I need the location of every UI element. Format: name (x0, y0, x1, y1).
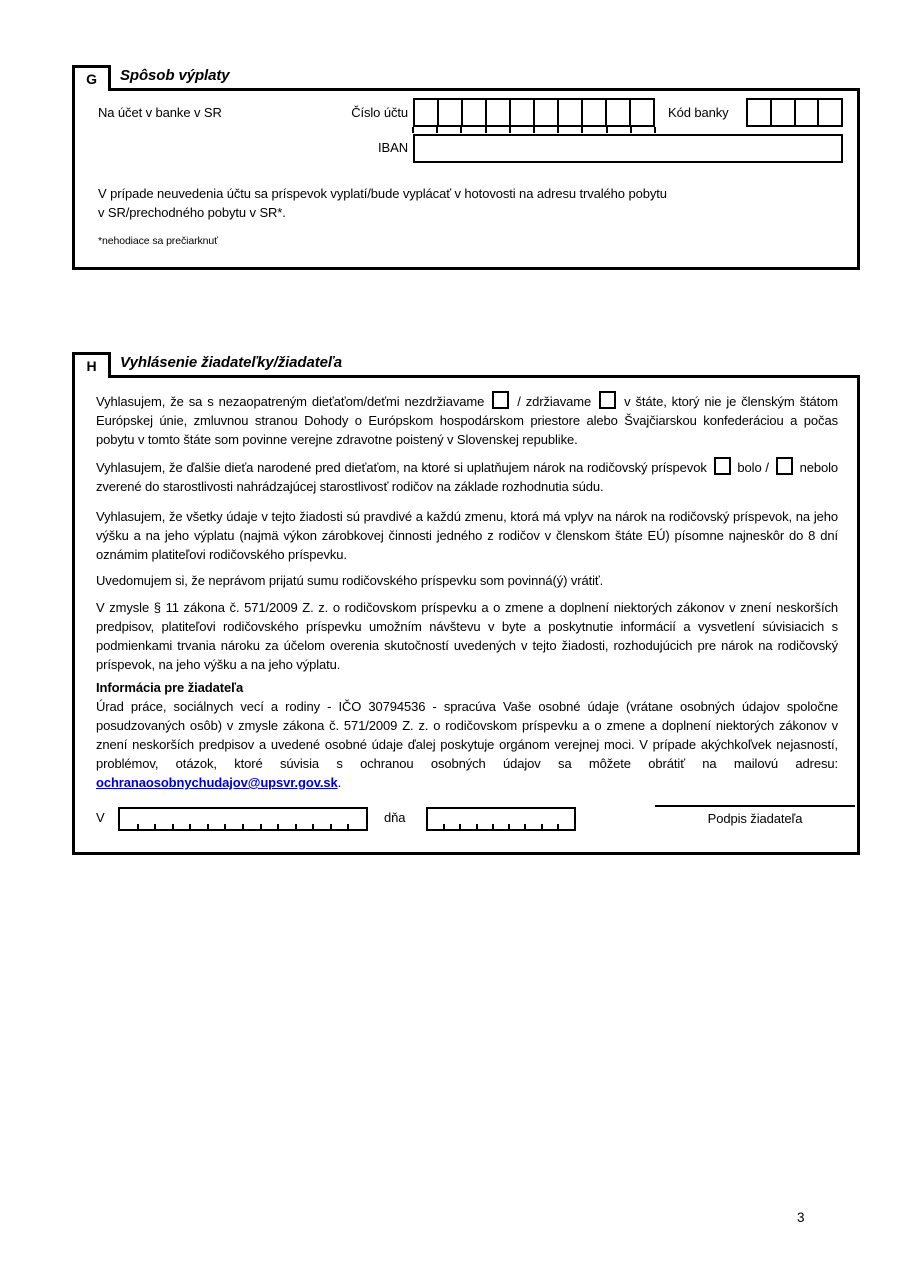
date-label: dňa (384, 810, 406, 825)
tick-mark (606, 127, 608, 133)
tick-mark (492, 824, 494, 829)
section-h-tab (72, 352, 111, 378)
account-number-cell[interactable] (461, 100, 485, 125)
tick-mark (189, 824, 191, 829)
tick-mark (485, 127, 487, 133)
declaration-2-text-b: bolo / (737, 460, 769, 475)
tick-mark (295, 824, 297, 829)
declaration-1-text-b: / zdržiavame (517, 394, 592, 409)
tick-mark (630, 127, 632, 133)
section-g (72, 65, 860, 270)
tick-mark (654, 127, 656, 133)
account-number-cell[interactable] (437, 100, 461, 125)
declaration-2-text-c: nebolo zverené do starostlivosti nahrádzajúcej starostlivosť rodičov na základe rozhodnutia súdu. (96, 460, 839, 494)
account-number-label: Číslo účtu (351, 105, 408, 120)
info-suffix: . (337, 775, 342, 790)
iban-label: IBAN (378, 140, 408, 155)
info-paragraph (96, 697, 838, 792)
declaration-3: Vyhlasujem, že všetky údaje v tejto žiadosti sú pravdivé a každú zmenu, ktorá má vplyv na nárok na rodičovský príspevok, na jeho výšku a na jeho výplatu (najmä výkon zárobkovej činnosti jedného z rodičov v členskom štáte EÚ) písomne najneskôr do 8 dní oznámim platiteľovi rodičovského príspevku. (96, 509, 838, 562)
tick-mark (330, 824, 332, 829)
signature-label: Podpis žiadateľa (707, 811, 803, 826)
section-h (72, 352, 860, 855)
signature-block (655, 805, 855, 826)
iban-field[interactable] (413, 134, 843, 163)
bank-code-cell[interactable] (748, 100, 770, 125)
bank-code-cell[interactable] (794, 100, 818, 125)
tick-mark (242, 824, 244, 829)
tick-mark (460, 127, 462, 133)
tick-mark (412, 127, 414, 133)
tick-mark (581, 127, 583, 133)
declaration-1 (96, 391, 838, 449)
account-number-cell[interactable] (415, 100, 437, 125)
account-number-cell[interactable] (557, 100, 581, 125)
tick-mark (312, 824, 314, 829)
tick-mark (277, 824, 279, 829)
cash-note (98, 184, 822, 222)
tick-mark (137, 824, 139, 829)
tick-mark (557, 824, 559, 829)
bank-code-label: Kód banky (668, 105, 729, 120)
tick-mark (459, 824, 461, 829)
cash-note-line2: v SR/prechodného pobytu v SR*. (98, 205, 286, 220)
declaration-1-text-c: v štáte, ktorý nie je členským štátom Európskej únie, zmluvnou stranou Dohody o Európskom hospodárskom priestore alebo Švajčiarskou konfederáciou a počas pobytu v tomto štáte som povinne verejne zdravotne poistený v Slovenskej republike. (96, 394, 839, 447)
section-h-letter: H (86, 358, 97, 374)
tick-mark (154, 824, 156, 829)
account-number-cell[interactable] (509, 100, 533, 125)
tick-mark (172, 824, 174, 829)
account-number-grid[interactable] (413, 98, 655, 127)
tick-mark (557, 127, 559, 133)
tick-mark (436, 127, 438, 133)
tick-mark (443, 824, 445, 829)
declaration-5: V zmysle § 11 zákona č. 571/2009 Z. z. o rodičovskom príspevku a o zmene a doplnení niektorých zákonov v znení neskorších predpisov, platiteľovi rodičovského príspevku umožním návštevu v byte a poskytnutie informácií a vysvetlení súvisiacich s podmienkami trvania nároku za účelom overenia skutočností uvedených v tejto žiadosti, rozhodujúcich pre nárok na rodičovský príspevok, na jeho výšku a na jeho výplatu. (96, 600, 838, 672)
section-g-letter: G (86, 71, 97, 87)
not-entrusted-checkbox[interactable] (776, 457, 793, 475)
info-text: Úrad práce, sociálnych vecí a rodiny - IČO 30794536 - spracúva Vaše osobné údaje (vrátane osobných údajov spoločne posudzovaných osôb) v zmysle zákona č. 571/2009 Z. z. o rodičovskom príspevku a o zmene a doplnení niektorých zákonov v znení neskorších predpisov a uvedené osobné údaje ďalej poskytuje orgánom verejnej moci. V prípade akýchkoľvek nejasností, problémov, otázok, ktoré súvisia s ochranou osobných údajov sa môžete obrátiť na mailovú adresu: (96, 699, 838, 771)
section-g-tab (72, 65, 111, 91)
bank-code-grid[interactable] (746, 98, 843, 127)
section-g-title: Spôsob výplaty (120, 67, 230, 84)
account-number-cell[interactable] (605, 100, 629, 125)
tick-mark (476, 824, 478, 829)
strike-footnote: *nehodiace sa prečiarknuť (98, 235, 218, 247)
declaration-content (96, 391, 838, 792)
place-label: V (96, 810, 105, 825)
declaration-2-text-a: Vyhlasujem, že ďalšie dieťa narodené pred dieťaťom, na ktoré si uplatňujem nárok na rodičovský príspevok (96, 460, 707, 475)
declaration-2 (96, 457, 838, 496)
privacy-email-link[interactable]: ochranaosobnychudajov@upsvr.gov.sk (96, 775, 338, 790)
account-number-cell[interactable] (533, 100, 557, 125)
declaration-1-text-a: Vyhlasujem, že sa s nezaopatreným dieťaťom/deťmi nezdržiavame (96, 394, 485, 409)
tick-mark (207, 824, 209, 829)
staying-checkbox[interactable] (599, 391, 616, 409)
tick-mark (541, 824, 543, 829)
account-number-cell[interactable] (485, 100, 509, 125)
place-input-ticks (120, 824, 366, 829)
signature-row (72, 802, 860, 842)
not-staying-checkbox[interactable] (492, 391, 509, 409)
tick-mark (260, 824, 262, 829)
tick-mark (508, 824, 510, 829)
tick-mark (524, 824, 526, 829)
bank-account-label: Na účet v banke v SR (98, 105, 222, 120)
tick-mark (347, 824, 349, 829)
declaration-4: Uvedomujem si, že neprávom prijatú sumu rodičovského príspevku som povinná(ý) vrátiť. (96, 573, 604, 588)
place-input[interactable] (118, 807, 368, 831)
date-input-ticks (428, 824, 574, 829)
entrusted-checkbox[interactable] (714, 457, 731, 475)
section-h-title: Vyhlásenie žiadateľky/žiadateľa (120, 354, 342, 371)
tick-mark (509, 127, 511, 133)
date-input[interactable] (426, 807, 576, 831)
tick-mark (224, 824, 226, 829)
bank-code-cell[interactable] (817, 100, 841, 125)
account-number-cell[interactable] (629, 100, 653, 125)
bank-code-cell[interactable] (770, 100, 794, 125)
page-number: 3 (797, 1210, 805, 1225)
account-number-cell[interactable] (581, 100, 605, 125)
tick-mark (533, 127, 535, 133)
account-number-ticks (413, 127, 655, 133)
cash-note-line1: V prípade neuvedenia účtu sa príspevok vyplatí/bude vyplácať v hotovosti na adresu trvalého pobytu (98, 186, 667, 201)
info-heading: Informácia pre žiadateľa (96, 680, 244, 695)
